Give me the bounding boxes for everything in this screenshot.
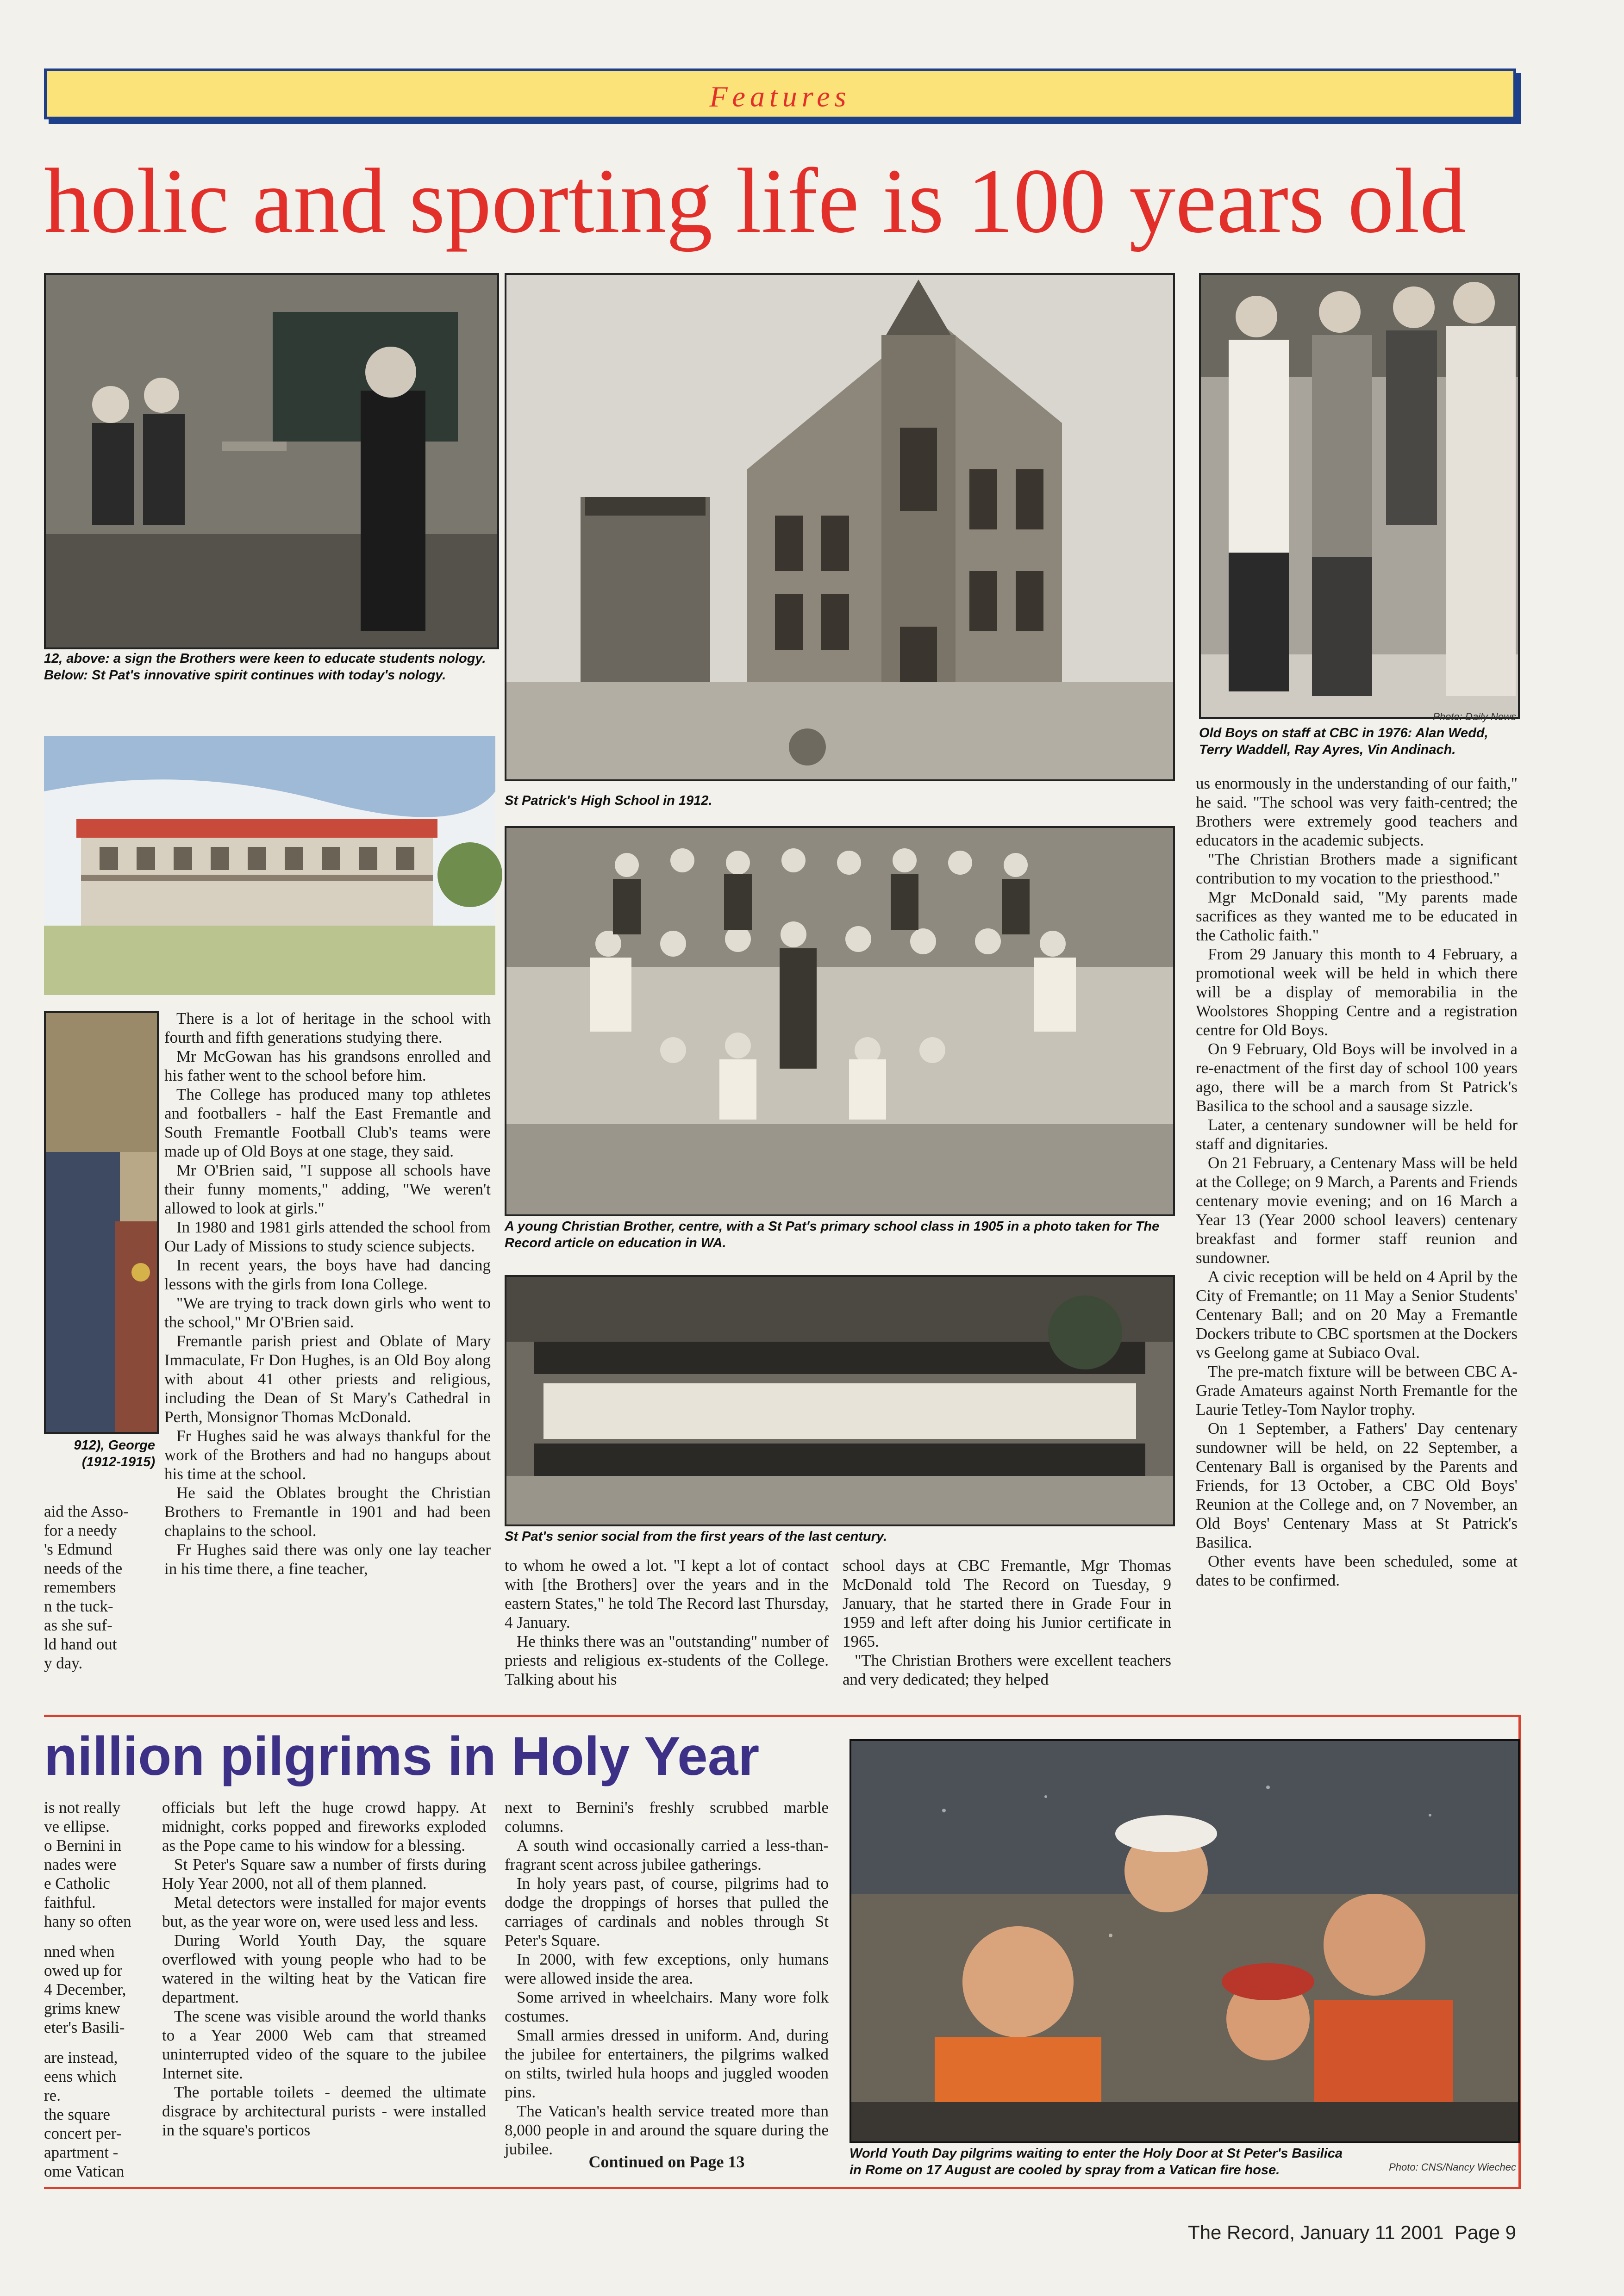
senior-social-photo <box>505 1275 1175 1526</box>
staff-photo <box>1199 273 1520 719</box>
continued-on-page-link[interactable]: Continued on Page 13 <box>588 2153 745 2171</box>
paragraph: He thinks there was an "outstanding" number of priests and religious ex-students of the College. Talking about his <box>505 1632 829 1688</box>
school-building-photo <box>505 273 1175 781</box>
fragment-line: eter's Basili- <box>44 2018 125 2036</box>
article-column-b <box>505 1556 829 1690</box>
paragraph: Fr Hughes said there was only one lay teacher in his time there, a fine teacher, <box>164 1541 491 1578</box>
fragment-line: nned when <box>44 1942 115 1960</box>
paragraph: Fr Hughes said he was always thankful for the work of the Brothers and had no hangups about his time at the school. <box>164 1427 491 1483</box>
paragraph: to whom he owed a lot. "I kept a lot of contact with [the Brothers] over the years and in the eastern States," he told The Record last Thursday, 4 January. <box>505 1556 829 1631</box>
world-youth-day-caption: World Youth Day pilgrims waiting to enter the Holy Door at St Peter's Basilica in Rome on 17 August are cooled by spray from a Vatican fire hose. <box>849 2146 1343 2178</box>
world-youth-day-credit: Photo: CNS/Nancy Wiechec <box>1389 2161 1516 2173</box>
paragraph: St Peter's Square saw a number of firsts during Holy Year 2000, not all of them planned. <box>162 1855 486 1892</box>
paragraph: "The Christian Brothers were excellent teachers and very dedicated; they helped <box>843 1651 1171 1688</box>
fragment-line: remembers <box>44 1578 116 1596</box>
paragraph: A civic reception will be held on 4 April by the City of Fremantle; on 11 May a Senior Students' Centenary Ball; and on 20 May a Fremantle Dockers tribute to CBC sportsmen at the Dockers vs Geelong game at Subiaco Oval. <box>1196 1268 1518 1362</box>
classroom-caption: 12, above: a sign the Brothers were keen to educate students nology. Below: St Pat's innovative spirit continues with today's nology. <box>44 651 486 683</box>
class-photo-caption: A young Christian Brother, centre, with a St Pat's primary school class in 1905 in a photo taken for The Record article on education in WA. <box>505 1219 1160 1251</box>
paragraph: "The Christian Brothers made a significant contribution to my vocation to the priesthood." <box>1196 850 1518 887</box>
paragraph: Mr McGowan has his grandsons enrolled and his father went to the school before him. <box>164 1047 491 1084</box>
paragraph: He said the Oblates brought the Christian Brothers to Fremantle in 1901 and had been chaplains to the school. <box>164 1484 491 1540</box>
fragment-line: needs of the <box>44 1559 123 1577</box>
paragraph: "We are trying to track down girls who went to the school," Mr O'Brien said. <box>164 1294 491 1331</box>
fragment-line: o Bernini in <box>44 1836 122 1854</box>
fragment-line: grims knew <box>44 1999 120 2017</box>
paragraph: In holy years past, of course, pilgrims had to dodge the droppings of horses that pulled the carriages of cardinals and nobles through St Peter's Square. <box>505 1874 829 1949</box>
paragraph: Mgr McDonald said, "My parents made sacrifices as they wanted me to be educated in the Catholic faith." <box>1196 888 1518 944</box>
paragraph: school days at CBC Fremantle, Mgr Thomas McDonald told The Record on Tuesday, 9 January, that he started there in Grade Four in 1959 and left after doing his Junior certificate in 1965. <box>843 1556 1171 1650</box>
article-column-a <box>164 1009 491 1687</box>
fragment-line: concert per- <box>44 2124 122 2142</box>
portrait-photo <box>44 1011 159 1434</box>
paragraph: A south wind occasionally carried a less-than-fragrant scent across jubilee gatherings. <box>505 1836 829 1873</box>
fragment-line: owed up for <box>44 1961 123 1979</box>
main-headline: holic and sporting life is 100 years old <box>44 150 1466 252</box>
paragraph: Fremantle parish priest and Oblate of Mary Immaculate, Fr Don Hughes, is an Old Boy along with about 41 other priests and religious, including the Dean of St Mary's Cathedral in Perth, Monsignor Thomas McDonald. <box>164 1332 491 1426</box>
school-sketch <box>44 736 495 995</box>
paragraph: Mr O'Brien said, "I suppose all schools have their funny moments," adding, "We weren't allowed to look at girls." <box>164 1161 491 1217</box>
pilgrims-column-1 <box>44 1798 146 2181</box>
fragment-line: eens which <box>44 2067 117 2085</box>
fragment-line <box>44 1931 146 1942</box>
fragment-line: the square <box>44 2105 110 2123</box>
pilgrims-column-3 <box>505 1798 829 2158</box>
paragraph: The pre-match fixture will be between CBC A-Grade Amateurs against North Fremantle for the Laurie Tetley-Tom Naylor trophy. <box>1196 1363 1518 1419</box>
paragraph: Later, a centenary sundowner will be held for staff and dignitaries. <box>1196 1116 1518 1153</box>
paragraph: Some arrived in wheelchairs. Many wore folk costumes. <box>505 1988 829 2025</box>
staff-caption: Old Boys on staff at CBC in 1976: Alan Wedd, Terry Waddell, Ray Ayres, Vin Andinach. <box>1199 726 1488 757</box>
section-banner <box>44 68 1516 119</box>
fragment-line: is not really <box>44 1798 121 1817</box>
fragment-line: faithful. <box>44 1893 96 1911</box>
class-photo-1905 <box>505 826 1175 1216</box>
paragraph: next to Bernini's freshly scrubbed marble columns. <box>505 1798 829 1836</box>
fragment-line: ld hand out <box>44 1635 117 1653</box>
paragraph: us enormously in the understanding of our faith," he said. "The school was very faith-centred; the Brothers were extremely good teachers and educators in the academic subjects. <box>1196 774 1518 849</box>
fragment-line <box>44 2037 146 2048</box>
fragment-line: for a needy <box>44 1521 117 1539</box>
page-footer: The Record, January 11 2001 Page 9 <box>1187 2221 1516 2243</box>
fragment-line: 4 December, <box>44 1980 126 1998</box>
paragraph: The Vatican's health service treated more than 8,000 people in and around the square during the jubilee. <box>505 2102 829 2158</box>
section-label: Features <box>709 80 851 113</box>
article-column-c <box>843 1556 1171 1690</box>
paragraph: Metal detectors were installed for major events but, as the year wore on, were used less and less. <box>162 1893 486 1930</box>
paragraph: From 29 January this month to 4 February, a promotional week will be held in which there will be a display of memorabilia in the Woolstores Shopping Centre and a registration centre for Old Boys. <box>1196 945 1518 1039</box>
senior-social-caption: St Pat's senior social from the first years of the last century. <box>505 1529 887 1544</box>
paragraph: The scene was visible around the world thanks to a Year 2000 Web cam that streamed uninterrupted video of the square to the jubilee Internet site. <box>162 2007 486 2082</box>
paragraph: On 21 February, a Centenary Mass will be held at the College; on 9 March, a Parents and Friends centenary movie evening; and on 16 March a Year 13 (Year 2000 school leavers) centenary breakfast and former staff reunion and sundowner. <box>1196 1154 1518 1267</box>
paragraph: On 1 September, a Fathers' Day centenary sundowner will be held, on 22 September, a Centenary Ball is organised by the Parents and Friends, for 13 October, a CBC Old Boys' Reunion at the College and, on 7 November, an Old Boys' Centenary Mass at St Patrick's Basilica. <box>1196 1419 1518 1551</box>
paragraph: In 1980 and 1981 girls attended the school from Our Lady of Missions to study science subjects. <box>164 1218 491 1255</box>
fragment-line: nades were <box>44 1855 117 1873</box>
world-youth-day-photo <box>849 1739 1520 2143</box>
pilgrims-column-2 <box>162 1798 486 2164</box>
paragraph: On 9 February, Old Boys will be involved in a re-enactment of the first day of school 100 years ago, there will be a march from St Patrick's Basilica to the school and a sausage sizzle. <box>1196 1040 1518 1115</box>
fragment-line: apartment - <box>44 2143 119 2161</box>
classroom-photo <box>44 273 499 649</box>
fragment-line: n the tuck- <box>44 1597 113 1615</box>
paragraph: Small armies dressed in uniform. And, during the jubilee for entertainers, the pilgrims walked on stilts, twirled hula hoops and juggled wooden pins. <box>505 2026 829 2101</box>
paragraph: In recent years, the boys have had dancing lessons with the girls from Iona College. <box>164 1256 491 1293</box>
fragment-line: aid the Asso- <box>44 1502 129 1520</box>
fragment-line: re. <box>44 2086 61 2104</box>
pilgrims-headline: nillion pilgrims in Holy Year <box>44 1726 760 1787</box>
fragment-line: ve ellipse. <box>44 1817 110 1836</box>
fragment-line: hany so often <box>44 1912 131 1930</box>
paragraph: During World Youth Day, the square overflowed with young people who had to be watered in the wilting heat by the Vatican fire department. <box>162 1931 486 2006</box>
paragraph: There is a lot of heritage in the school with fourth and fifth generations studying there. <box>164 1009 491 1046</box>
paragraph: officials but left the huge crowd happy. At midnight, corks popped and fireworks exploded as the Pope came to his window for a blessing. <box>162 1798 486 1854</box>
fragment-line: e Catholic <box>44 1874 110 1892</box>
left-fragment-column <box>44 1502 155 1673</box>
portrait-caption: 912), George (1912-1915) <box>74 1438 155 1469</box>
school-building-caption: St Patrick's High School in 1912. <box>505 793 712 808</box>
fragment-line: are instead, <box>44 2048 118 2066</box>
fragment-line: ome Vatican <box>44 2162 125 2180</box>
fragment-line: 's Edmund <box>44 1540 112 1558</box>
paragraph: Other events have been scheduled, some at dates to be confirmed. <box>1196 1552 1518 1589</box>
staff-photo-credit: Photo: Daily News <box>1433 711 1516 722</box>
paragraph: In 2000, with few exceptions, only humans were allowed inside the area. <box>505 1950 829 1987</box>
article-column-d <box>1196 774 1518 1690</box>
fragment-line: as she suf- <box>44 1616 112 1634</box>
fragment-line: y day. <box>44 1654 83 1672</box>
paragraph: The College has produced many top athletes and footballers - half the East Fremantle and South Fremantle Football Club's teams were made up of Old Boys at one stage, they said. <box>164 1085 491 1160</box>
paragraph: The portable toilets - deemed the ultimate disgrace by architectural purists - were installed in the square's porticos <box>162 2083 486 2139</box>
